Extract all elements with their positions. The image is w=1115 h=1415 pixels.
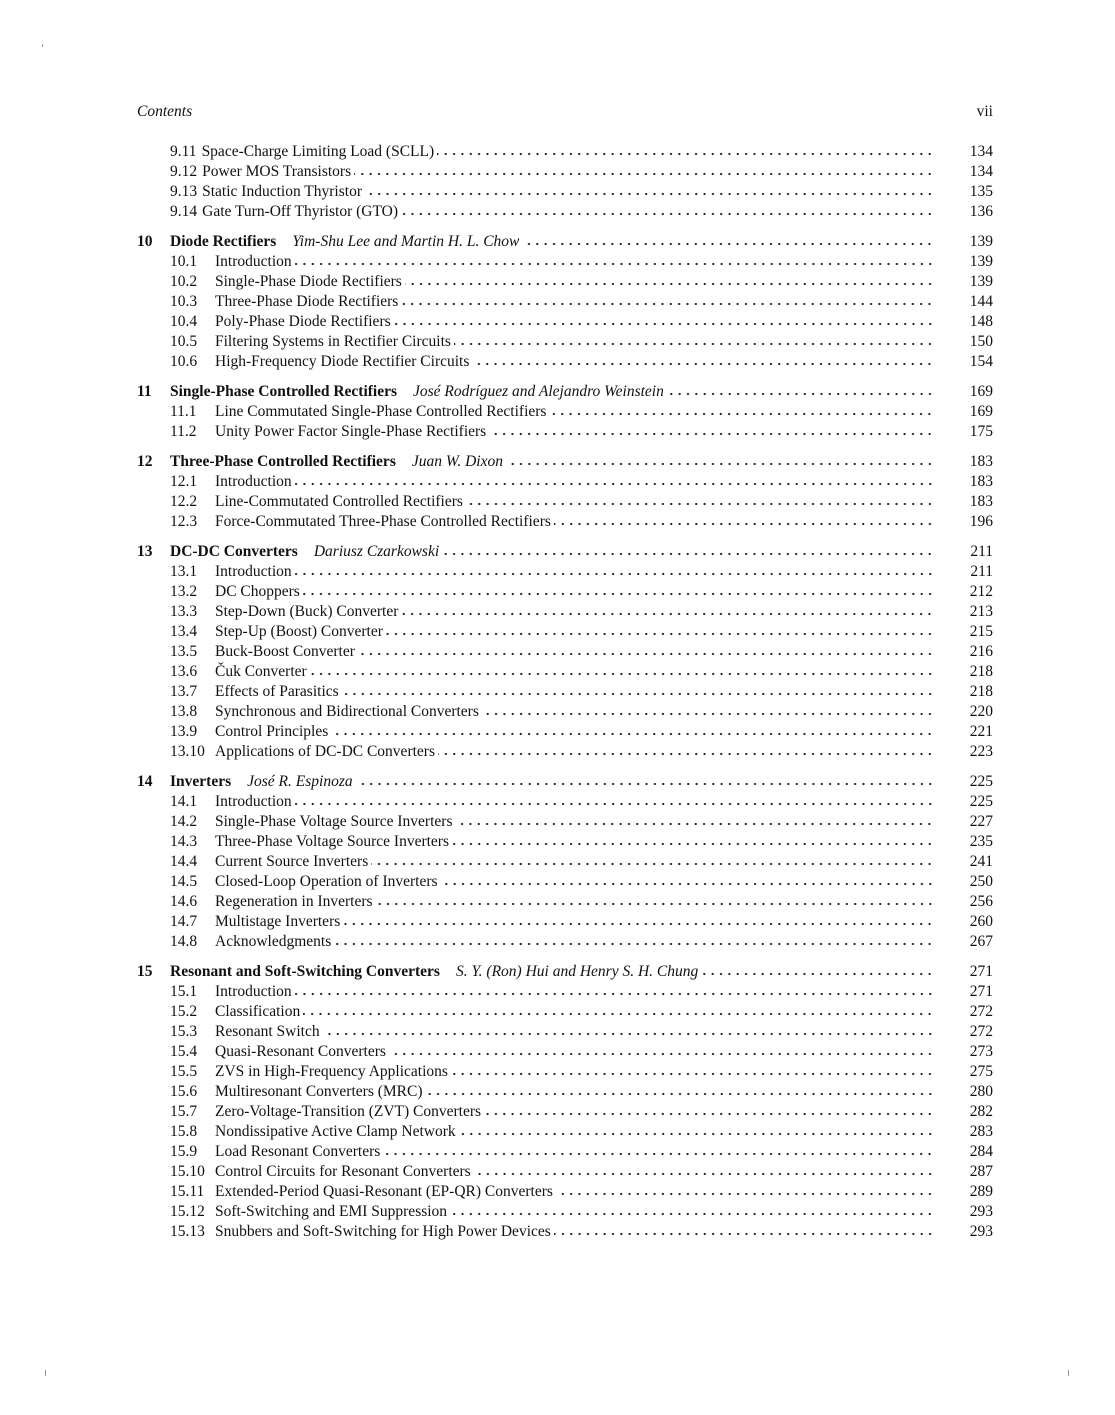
toc-section-entry[interactable] xyxy=(137,982,993,1002)
section-title: Three-Phase Diode Rectifiers xyxy=(215,293,399,310)
dot-leader xyxy=(295,482,934,486)
toc-section-entry[interactable] xyxy=(137,272,993,292)
toc-section-entry[interactable] xyxy=(137,1082,993,1102)
toc-section-entry[interactable] xyxy=(137,662,993,682)
toc-chapter-entry[interactable] xyxy=(137,452,993,472)
section-title: Zero-Voltage-Transition (ZVT) Converters xyxy=(215,1103,482,1120)
dot-leader xyxy=(522,242,934,246)
section-title: Introduction xyxy=(215,563,292,580)
dot-leader xyxy=(452,842,934,846)
section-number: 14.6 xyxy=(170,893,198,910)
section-title: Introduction xyxy=(215,473,292,490)
section-number: 12.2 xyxy=(170,493,198,510)
section-number: 13.7 xyxy=(170,683,198,700)
section-number: 14.2 xyxy=(170,813,198,830)
chapter-title: Resonant and Soft-Switching Converters xyxy=(170,963,440,980)
dot-leader xyxy=(303,1012,934,1016)
section-title: Nondissipative Active Clamp Network xyxy=(215,1123,456,1140)
dot-leader xyxy=(295,992,934,996)
toc-section-entry[interactable] xyxy=(137,352,993,372)
section-number: 14.3 xyxy=(170,833,198,850)
page-number: 235 xyxy=(969,833,993,850)
header-title: Contents xyxy=(137,103,193,120)
dot-leader xyxy=(358,652,934,656)
page-number: 213 xyxy=(969,603,993,620)
section-number: 10.2 xyxy=(170,273,198,290)
section-number: 14.4 xyxy=(170,853,198,870)
page-number: 283 xyxy=(969,1123,993,1140)
page-number: 220 xyxy=(969,703,993,720)
section-title: Acknowledgments xyxy=(215,933,332,950)
section-title: Introduction xyxy=(215,253,292,270)
chapter-number: 12 xyxy=(137,453,153,470)
toc-section-entry[interactable] xyxy=(137,892,993,912)
toc-section-entry[interactable] xyxy=(137,292,993,312)
toc-group xyxy=(137,142,993,222)
section-title: Line-Commutated Controlled Rectifiers xyxy=(215,493,463,510)
section-title: Effects of Parasitics xyxy=(215,683,339,700)
section-number: 15.9 xyxy=(170,1143,198,1160)
section-number: 15.10 xyxy=(170,1163,205,1180)
page-number: 216 xyxy=(969,643,993,660)
page-number: 273 xyxy=(969,1043,993,1060)
dot-leader xyxy=(549,412,934,416)
toc-section-entry[interactable] xyxy=(137,722,993,742)
section-number: 15.1 xyxy=(170,983,198,1000)
dot-leader xyxy=(472,362,934,366)
dot-leader xyxy=(342,692,934,696)
toc-section-entry[interactable] xyxy=(137,512,993,532)
section-title: Gate Turn-Off Thyristor (GTO) xyxy=(202,203,399,220)
page-number: 183 xyxy=(969,453,993,470)
dot-leader xyxy=(323,1032,934,1036)
toc-section-entry[interactable] xyxy=(137,332,993,352)
header-page-number: vii xyxy=(976,103,993,120)
toc-section-entry[interactable] xyxy=(137,1162,993,1182)
dot-leader xyxy=(356,782,934,786)
section-title: Multiresonant Converters (MRC) xyxy=(215,1083,423,1100)
dot-leader xyxy=(442,552,934,556)
section-title: Control Principles xyxy=(215,723,329,740)
toc-section-entry[interactable] xyxy=(137,1122,993,1142)
dot-leader xyxy=(295,262,934,266)
section-title: DC Choppers xyxy=(215,583,300,600)
page-number: 135 xyxy=(969,183,993,200)
section-number: 10.3 xyxy=(170,293,198,310)
page-number: 150 xyxy=(969,333,993,350)
toc-section-entry[interactable] xyxy=(137,602,993,622)
section-number: 14.8 xyxy=(170,933,198,950)
page-number: 211 xyxy=(970,543,993,560)
toc-section-entry[interactable] xyxy=(137,1142,993,1162)
page-number: 183 xyxy=(969,493,993,510)
section-number: 13.6 xyxy=(170,663,198,680)
section-title: Classification xyxy=(215,1003,301,1020)
page-number: 218 xyxy=(969,663,993,680)
section-number: 15.2 xyxy=(170,1003,198,1020)
toc-section-entry[interactable] xyxy=(137,1182,993,1202)
section-title: Multistage Inverters xyxy=(215,913,341,930)
page-number: 284 xyxy=(969,1143,993,1160)
page-number: 227 xyxy=(969,813,993,830)
section-title: High-Frequency Diode Rectifier Circuits xyxy=(215,353,470,370)
toc-section-entry[interactable] xyxy=(137,1002,993,1022)
page-number: 241 xyxy=(969,853,993,870)
dot-leader xyxy=(401,212,934,216)
chapter-authors: S. Y. (Ron) Hui and Henry S. H. Chung xyxy=(455,963,699,980)
page-number: 134 xyxy=(969,143,993,160)
page-number: 212 xyxy=(969,583,993,600)
chapter-authors: Yim-Shu Lee and Martin H. L. Chow xyxy=(292,233,520,250)
toc-chapter xyxy=(137,962,993,1242)
dot-leader xyxy=(365,192,934,196)
section-title: Step-Up (Boost) Converter xyxy=(215,623,383,640)
toc-section-entry[interactable] xyxy=(137,872,993,892)
page-number: 139 xyxy=(969,273,993,290)
section-number: 9.12 xyxy=(170,163,198,180)
section-number: 15.4 xyxy=(170,1043,198,1060)
dot-leader xyxy=(554,522,934,526)
section-title: Unity Power Factor Single-Phase Rectifiers xyxy=(215,423,487,440)
dot-leader xyxy=(401,612,934,616)
toc-chapter-entry[interactable] xyxy=(137,542,993,562)
dot-leader xyxy=(455,822,934,826)
section-number: 13.9 xyxy=(170,723,198,740)
toc-chapter xyxy=(137,772,993,952)
section-number: 11.2 xyxy=(170,423,197,440)
section-number: 15.3 xyxy=(170,1023,198,1040)
page-number: 154 xyxy=(969,353,993,370)
dot-leader xyxy=(701,972,934,976)
toc-section-entry[interactable] xyxy=(137,562,993,582)
crop-mark xyxy=(42,44,43,47)
section-title: Introduction xyxy=(215,983,292,1000)
chapter-title: DC-DC Converters xyxy=(170,543,298,560)
crop-mark xyxy=(45,1370,46,1376)
section-number: 13.10 xyxy=(170,743,205,760)
section-number: 13.2 xyxy=(170,583,198,600)
section-title: Single-Phase Voltage Source Inverters xyxy=(215,813,453,830)
dot-leader xyxy=(489,432,934,436)
page-number: 225 xyxy=(969,773,993,790)
toc-chapter-entry[interactable] xyxy=(137,232,993,252)
section-title: Space-Charge Limiting Load (SCLL) xyxy=(201,143,435,160)
page-number: 148 xyxy=(969,313,993,330)
dot-leader xyxy=(437,152,934,156)
page-number: 272 xyxy=(969,1003,993,1020)
section-title: Resonant Switch xyxy=(215,1023,320,1040)
running-header xyxy=(137,103,993,121)
page-number: 293 xyxy=(969,1223,993,1240)
toc-chapter xyxy=(137,452,993,532)
toc-section-entry[interactable] xyxy=(137,832,993,852)
section-title: ZVS in High-Frequency Applications xyxy=(215,1063,448,1080)
section-number: 15.6 xyxy=(170,1083,198,1100)
section-title: Power MOS Transistors xyxy=(202,163,352,180)
section-number: 13.4 xyxy=(170,623,198,640)
dot-leader xyxy=(376,902,934,906)
chapter-authors: Dariusz Czarkowski xyxy=(313,543,440,560)
toc-section-entry[interactable] xyxy=(137,472,993,492)
dot-leader xyxy=(354,172,934,176)
section-title: Buck-Boost Converter xyxy=(215,643,355,660)
dot-leader xyxy=(310,672,934,676)
page-number: 271 xyxy=(969,983,993,1000)
toc-section-entry[interactable] xyxy=(137,492,993,512)
section-number: 15.12 xyxy=(170,1203,205,1220)
section-title: Synchronous and Bidirectional Converters xyxy=(215,703,479,720)
chapter-authors: José Rodríguez and Alejandro Weinstein xyxy=(413,383,664,400)
dot-leader xyxy=(334,942,934,946)
toc-section-entry[interactable] xyxy=(137,702,993,722)
dot-leader xyxy=(482,712,934,716)
section-title: Quasi-Resonant Converters xyxy=(215,1043,386,1060)
dot-leader xyxy=(451,1072,934,1076)
section-title: Soft-Switching and EMI Suppression xyxy=(215,1203,448,1220)
toc-section-entry[interactable] xyxy=(137,142,993,162)
page-number: 223 xyxy=(969,743,993,760)
page-number: 196 xyxy=(969,513,993,530)
page-number: 218 xyxy=(969,683,993,700)
dot-leader xyxy=(667,392,934,396)
dot-leader xyxy=(394,322,934,326)
section-title: Snubbers and Soft-Switching for High Power Devices xyxy=(215,1223,551,1240)
chapter-title: Three-Phase Controlled Rectifiers xyxy=(170,453,396,470)
section-number: 14.7 xyxy=(170,913,198,930)
toc-section-entry[interactable] xyxy=(137,642,993,662)
page-number: 139 xyxy=(969,233,993,250)
toc-section-entry[interactable] xyxy=(137,1202,993,1222)
dot-leader xyxy=(303,592,934,596)
section-number: 11.1 xyxy=(170,403,197,420)
chapter-number: 15 xyxy=(137,963,153,980)
section-title: Three-Phase Voltage Source Inverters xyxy=(215,833,449,850)
section-number: 10.6 xyxy=(170,353,198,370)
page-number: 215 xyxy=(969,623,993,640)
toc-section-entry[interactable] xyxy=(137,1022,993,1042)
page-number: 282 xyxy=(969,1103,993,1120)
dot-leader xyxy=(401,302,934,306)
page-number: 169 xyxy=(969,403,993,420)
section-title: Step-Down (Buck) Converter xyxy=(215,603,399,620)
toc-chapter-entry[interactable] xyxy=(137,382,993,402)
page-number: 293 xyxy=(969,1203,993,1220)
dot-leader xyxy=(331,732,934,736)
section-number: 10.5 xyxy=(170,333,198,350)
toc-section-entry[interactable] xyxy=(137,252,993,272)
toc-section-entry[interactable] xyxy=(137,182,993,202)
section-title: Single-Phase Diode Rectifiers xyxy=(215,273,402,290)
dot-leader xyxy=(383,1152,934,1156)
chapter-authors: José R. Espinoza xyxy=(247,773,353,790)
page-number: 169 xyxy=(969,383,993,400)
page-number: 134 xyxy=(969,163,993,180)
section-number: 15.5 xyxy=(170,1063,198,1080)
dot-leader xyxy=(466,502,934,506)
dot-leader xyxy=(554,1232,934,1236)
toc-chapter xyxy=(137,382,993,442)
table-of-contents xyxy=(137,142,993,1242)
chapter-authors: Juan W. Dixon xyxy=(411,453,503,470)
dot-leader xyxy=(450,1212,934,1216)
section-number: 13.1 xyxy=(170,563,198,580)
dot-leader xyxy=(484,1112,934,1116)
page-number: 256 xyxy=(969,893,993,910)
page-number: 272 xyxy=(969,1023,993,1040)
toc-section-entry[interactable] xyxy=(137,1222,993,1242)
page-number: 139 xyxy=(969,253,993,270)
chapter-title: Inverters xyxy=(170,773,232,790)
section-number: 15.7 xyxy=(170,1103,198,1120)
dot-leader xyxy=(386,632,934,636)
section-number: 9.11 xyxy=(170,143,197,160)
toc-section-entry[interactable] xyxy=(137,742,993,762)
toc-chapter-entry[interactable] xyxy=(137,962,993,982)
section-title: Poly-Phase Diode Rectifiers xyxy=(215,313,391,330)
section-number: 13.3 xyxy=(170,603,198,620)
page-number: 287 xyxy=(969,1163,993,1180)
chapter-number: 14 xyxy=(137,773,153,790)
section-title: Current Source Inverters xyxy=(215,853,369,870)
dot-leader xyxy=(506,462,934,466)
section-number: 14.5 xyxy=(170,873,198,890)
toc-section-entry[interactable] xyxy=(137,852,993,872)
section-number: 9.13 xyxy=(170,183,198,200)
section-number: 15.11 xyxy=(170,1183,205,1200)
page-number: 225 xyxy=(969,793,993,810)
dot-leader xyxy=(295,572,934,576)
page-number: 260 xyxy=(969,913,993,930)
section-title: Force-Commutated Three-Phase Controlled Rectifiers xyxy=(215,513,551,530)
dot-leader xyxy=(295,802,934,806)
toc-section-entry[interactable] xyxy=(137,912,993,932)
section-number: 10.1 xyxy=(170,253,198,270)
toc-section-entry[interactable] xyxy=(137,1062,993,1082)
section-title: Regeneration in Inverters xyxy=(215,893,373,910)
page-number: 250 xyxy=(969,873,993,890)
toc-section-entry[interactable] xyxy=(137,1042,993,1062)
toc-section-entry[interactable] xyxy=(137,582,993,602)
section-title: Applications of DC-DC Converters xyxy=(215,743,435,760)
page-number: 183 xyxy=(969,473,993,490)
toc-section-entry[interactable] xyxy=(137,402,993,422)
dot-leader xyxy=(371,862,934,866)
toc-section-entry[interactable] xyxy=(137,932,993,952)
section-title: Load Resonant Converters xyxy=(215,1143,381,1160)
dot-leader xyxy=(441,882,934,886)
page-number: 289 xyxy=(969,1183,993,1200)
chapter-number: 11 xyxy=(137,383,152,400)
toc-section-entry[interactable] xyxy=(137,682,993,702)
chapter-number: 10 xyxy=(137,233,153,250)
crop-mark xyxy=(1068,1370,1069,1376)
page-number: 267 xyxy=(969,933,993,950)
dot-leader xyxy=(389,1052,934,1056)
toc-section-entry[interactable] xyxy=(137,162,993,182)
chapter-title: Diode Rectifiers xyxy=(170,233,277,250)
section-title: Introduction xyxy=(215,793,292,810)
page-number: 280 xyxy=(969,1083,993,1100)
section-number: 15.8 xyxy=(170,1123,198,1140)
section-title: Static Induction Thyristor xyxy=(202,183,362,200)
page-number: 221 xyxy=(969,723,993,740)
section-number: 12.3 xyxy=(170,513,198,530)
dot-leader xyxy=(343,922,934,926)
section-number: 10.4 xyxy=(170,313,198,330)
chapter-title: Single-Phase Controlled Rectifiers xyxy=(170,383,398,400)
dot-leader xyxy=(459,1132,934,1136)
page-number: 144 xyxy=(969,293,993,310)
toc-section-entry[interactable] xyxy=(137,1102,993,1122)
toc-section-entry[interactable] xyxy=(137,202,993,222)
page-number: 211 xyxy=(970,563,993,580)
section-title: Control Circuits for Resonant Converters xyxy=(215,1163,471,1180)
dot-leader xyxy=(454,342,934,346)
page-number: 175 xyxy=(969,423,993,440)
section-title: Closed-Loop Operation of Inverters xyxy=(215,873,438,890)
toc-section-entry[interactable] xyxy=(137,812,993,832)
toc-chapter xyxy=(137,232,993,372)
section-title: Extended-Period Quasi-Resonant (EP-QR) Converters xyxy=(215,1183,553,1200)
section-number: 14.1 xyxy=(170,793,198,810)
section-number: 13.8 xyxy=(170,703,198,720)
section-title: Line Commutated Single-Phase Controlled Rectifiers xyxy=(215,403,547,420)
section-number: 9.14 xyxy=(170,203,198,220)
section-title: Filtering Systems in Rectifier Circuits xyxy=(215,333,451,350)
dot-leader xyxy=(556,1192,934,1196)
toc-section-entry[interactable] xyxy=(137,422,993,442)
dot-leader xyxy=(474,1172,934,1176)
page-number: 275 xyxy=(969,1063,993,1080)
dot-leader xyxy=(426,1092,934,1096)
section-number: 12.1 xyxy=(170,473,198,490)
page-number: 136 xyxy=(969,203,993,220)
toc-chapter-entry[interactable] xyxy=(137,772,993,792)
toc-section-entry[interactable] xyxy=(137,622,993,642)
dot-leader xyxy=(405,282,934,286)
toc-chapter xyxy=(137,542,993,762)
toc-section-entry[interactable] xyxy=(137,792,993,812)
section-title: Čuk Converter xyxy=(215,663,307,680)
toc-section-entry[interactable] xyxy=(137,312,993,332)
section-number: 13.5 xyxy=(170,643,198,660)
section-number: 15.13 xyxy=(170,1223,205,1240)
chapter-number: 13 xyxy=(137,543,153,560)
page-number: 271 xyxy=(969,963,993,980)
dot-leader xyxy=(438,752,934,756)
